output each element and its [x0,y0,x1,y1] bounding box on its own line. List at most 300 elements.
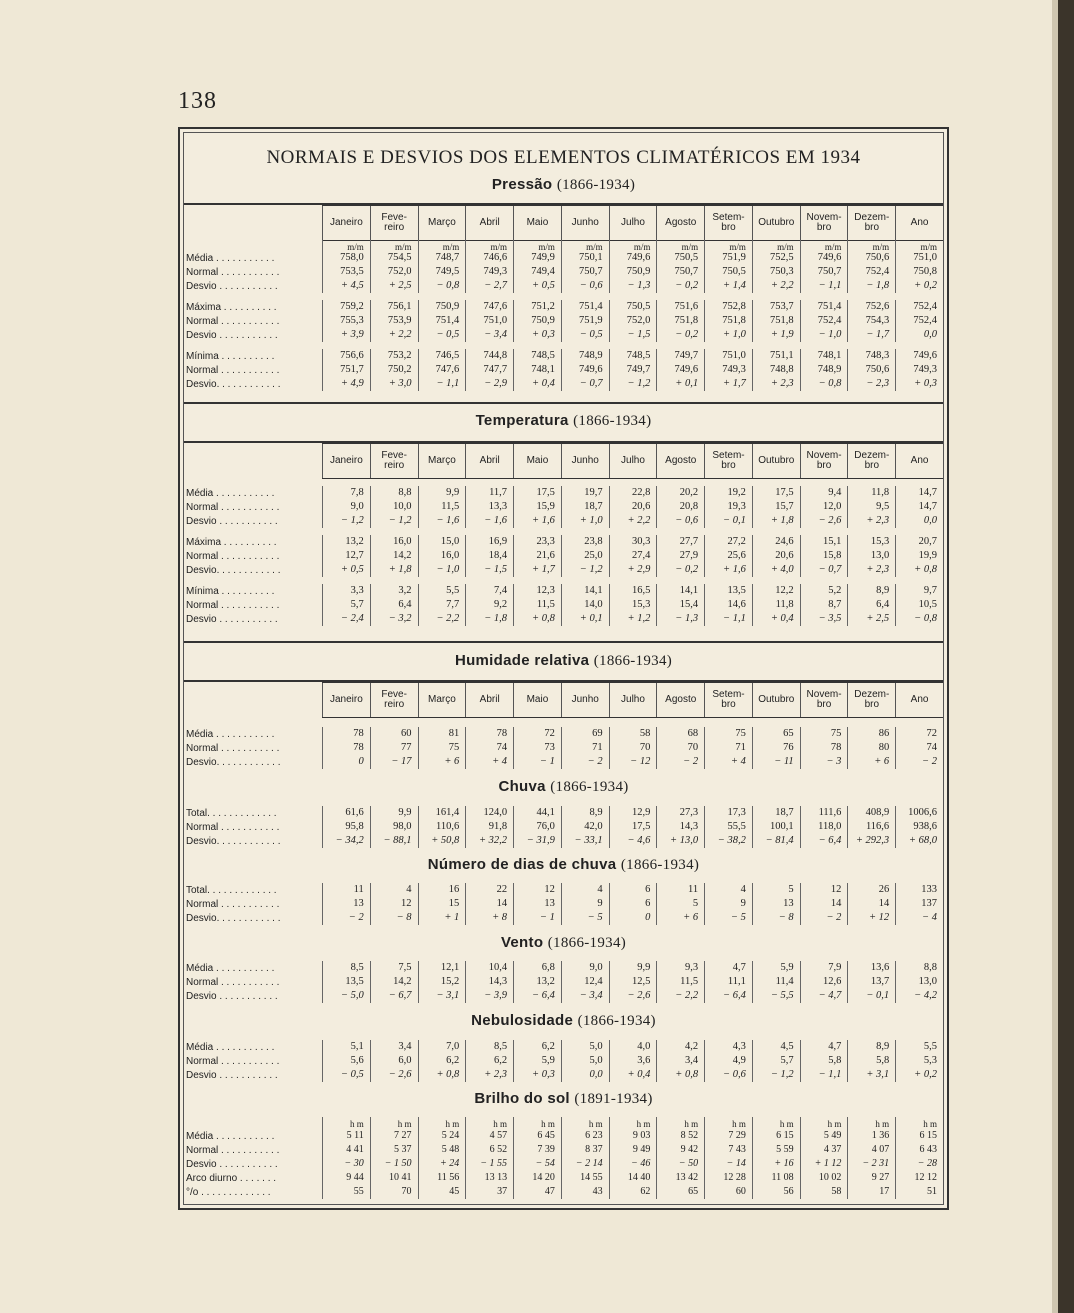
table-row [186,961,943,975]
table-cell: 9 [561,897,609,911]
table-cell: 7 29 [704,1129,752,1143]
table-cell: 14,6 [704,598,752,612]
table-cell: 4,3 [704,1040,752,1054]
table-row [186,314,943,328]
table-cell: 27,2 [704,535,752,549]
table-cell: 60 [370,727,418,741]
table-cell: 5,8 [847,1054,895,1068]
table-cell: 14,2 [370,975,418,989]
table-cell: 749,3 [895,363,943,377]
table-cell: 27,3 [656,806,704,820]
table-cell: + 0,5 [322,563,370,577]
table-cell: − 6,4 [704,989,752,1003]
table-cell: 3,6 [609,1054,657,1068]
table-cell: + 2,3 [847,514,895,528]
table-cell: − 2 [895,755,943,769]
table-cell: − 6,7 [370,989,418,1003]
row-label: Desvio. . . . . . . . . . . . [186,564,281,576]
table-cell: 74 [895,741,943,755]
column-header: Ano [895,206,943,240]
table-cell: − 1,1 [704,612,752,626]
table-cell: 14 20 [513,1171,561,1185]
table-cell: 750,7 [800,265,848,279]
table-cell: − 1,1 [418,377,466,391]
table-cell: 750,5 [656,251,704,265]
table-cell: 76 [752,741,800,755]
section-title-vento: Vento (1866-1934) [500,934,627,951]
table-row [186,535,943,549]
table-cell: + 2,5 [370,279,418,293]
table-cell: 752,0 [609,314,657,328]
table-cell: 110,6 [418,820,466,834]
column-header: Maio [513,206,561,240]
table-cell: 752,5 [752,251,800,265]
table-cell: + 4,0 [752,563,800,577]
table-cell: 27,9 [656,549,704,563]
rows-dias [186,883,943,925]
unit-cell: m/m [322,240,370,254]
rows-brilho [186,1129,943,1199]
table-row [186,806,943,820]
divider [184,402,943,404]
table-cell: 69 [561,727,609,741]
table-cell: 17,5 [609,820,657,834]
table-cell: 7,0 [418,1040,466,1054]
rows-pressao [186,251,943,391]
table-cell: 24,6 [752,535,800,549]
table-cell: + 0,8 [895,563,943,577]
table-cell: 3,2 [370,584,418,598]
table-cell: 4,2 [656,1040,704,1054]
table-cell: 98,0 [370,820,418,834]
column-header: Novem- bro [800,683,848,717]
table-cell: 756,6 [322,349,370,363]
table-cell: + 12 [847,911,895,925]
table-cell: + 1,8 [752,514,800,528]
table-cell: + 2,2 [609,514,657,528]
row-label: Desvio. . . . . . . . . . . . [186,835,281,847]
table-cell: 111,6 [800,806,848,820]
table-cell: 6 15 [895,1129,943,1143]
table-cell: − 2,6 [609,989,657,1003]
table-cell: − 0,2 [656,328,704,342]
table-cell: 0 [609,911,657,925]
divider [184,641,943,643]
unit-cell: m/m [656,240,704,254]
table-cell: 0,0 [895,514,943,528]
table-cell: + 16 [752,1157,800,1171]
table-cell: 11 [656,883,704,897]
row-label: Normal . . . . . . . . . . . [186,599,280,611]
table-row [186,300,943,314]
table-cell: 5,2 [800,584,848,598]
table-cell: 753,5 [322,265,370,279]
table-cell: 751,9 [561,314,609,328]
table-cell: 13,5 [322,975,370,989]
table-cell: 751,7 [322,363,370,377]
table-cell: 77 [370,741,418,755]
table-cell: 5 48 [418,1143,466,1157]
table-cell: + 0,1 [561,612,609,626]
table-cell: 751,0 [895,251,943,265]
table-cell: 18,7 [561,500,609,514]
table-cell: − 2 [561,755,609,769]
table-cell: − 6,4 [800,834,848,848]
table-cell: − 3,2 [370,612,418,626]
table-cell: 749,9 [513,251,561,265]
table-row [186,741,943,755]
header-humidade [322,682,943,718]
table-cell: 752,0 [370,265,418,279]
table-row [186,834,943,848]
table-cell: 9 03 [609,1129,657,1143]
table-cell: − 50 [656,1157,704,1171]
row-label: Desvio . . . . . . . . . . . [186,515,278,527]
table-cell: 750,9 [609,265,657,279]
table-cell: 18,7 [752,806,800,820]
row-label: Normal . . . . . . . . . . . [186,898,280,910]
table-cell: 8,9 [561,806,609,820]
table-cell: 8,8 [370,486,418,500]
table-cell: 25,6 [704,549,752,563]
table-cell: + 1,7 [513,563,561,577]
table-cell: 408,9 [847,806,895,820]
table-cell: 754,5 [370,251,418,265]
table-cell: − 2,2 [656,989,704,1003]
row-label: Normal . . . . . . . . . . . [186,976,280,988]
table-cell: 9 [704,897,752,911]
table-cell: − 8 [752,911,800,925]
table-cell: 11 56 [418,1171,466,1185]
table-cell: 27,7 [656,535,704,549]
table-cell: 26 [847,883,895,897]
table-cell: 5,0 [561,1054,609,1068]
column-header: Março [418,444,466,478]
table-cell: 746,5 [418,349,466,363]
table-cell: 21,6 [513,549,561,563]
row-label: Média . . . . . . . . . . . [186,1041,275,1053]
table-cell: − 2,3 [847,377,895,391]
table-cell: 750,7 [656,265,704,279]
table-cell: 749,6 [895,349,943,363]
table-cell: 749,6 [561,363,609,377]
table-cell: 137 [895,897,943,911]
table-cell: + 0,3 [895,377,943,391]
table-cell: 30,3 [609,535,657,549]
table-cell: 25,0 [561,549,609,563]
table-cell: 23,3 [513,535,561,549]
table-cell: 20,6 [609,500,657,514]
table-cell: + 2,5 [847,612,895,626]
row-label: °/o . . . . . . . . . . . . . [186,1186,271,1198]
column-header: Maio [513,444,561,478]
table-cell: 9,9 [370,806,418,820]
table-cell: + 1,9 [752,328,800,342]
table-row [186,500,943,514]
table-cell: 756,1 [370,300,418,314]
table-cell: 7,9 [800,961,848,975]
table-row [186,989,943,1003]
row-label: Total. . . . . . . . . . . . . [186,884,277,896]
table-cell: − 0,2 [656,279,704,293]
unit-cell: h m [561,1117,609,1131]
table-cell: − 4,7 [800,989,848,1003]
table-cell: + 32,2 [465,834,513,848]
table-cell: 72 [513,727,561,741]
table-cell: 749,4 [513,265,561,279]
table-cell: − 1,1 [800,1068,848,1082]
table-cell: − 1,5 [465,563,513,577]
column-header: Dezem- bro [847,206,895,240]
table-cell: − 81,4 [752,834,800,848]
table-cell: + 1,6 [513,514,561,528]
table-cell: 751,8 [752,314,800,328]
table-cell: 23,8 [561,535,609,549]
table-cell: 65 [752,727,800,741]
row-label: Desvio . . . . . . . . . . . [186,280,278,292]
table-cell: 14 55 [561,1171,609,1185]
table-cell: + 6 [418,755,466,769]
table-cell: 3,3 [322,584,370,598]
table-cell: 748,3 [847,349,895,363]
unit-cell: h m [752,1117,800,1131]
table-cell: 10,0 [370,500,418,514]
table-cell: 71 [704,741,752,755]
table-cell: + 4 [704,755,752,769]
table-cell: 13 [322,897,370,911]
table-cell: 753,2 [370,349,418,363]
table-row [186,755,943,769]
table-cell: 13,3 [465,500,513,514]
table-cell: 8,9 [847,584,895,598]
table-cell: 752,4 [847,265,895,279]
table-cell: − 1,7 [847,328,895,342]
table-cell: 5,1 [322,1040,370,1054]
page-number: 138 [178,88,217,114]
table-cell: 9,5 [847,500,895,514]
table-cell: 747,7 [465,363,513,377]
table-cell: 758,0 [322,251,370,265]
table-cell: 118,0 [800,820,848,834]
table-cell: + 0,3 [513,328,561,342]
table-cell: 4,9 [704,1054,752,1068]
table-cell: 750,6 [847,363,895,377]
column-header: Junho [561,683,609,717]
table-cell: 752,4 [895,314,943,328]
table-cell: 13,5 [704,584,752,598]
table-cell: − 0,1 [704,514,752,528]
table-cell: 753,9 [370,314,418,328]
column-header: Feve- reiro [370,683,418,717]
table-cell: − 1,3 [656,612,704,626]
table-cell: + 2,2 [370,328,418,342]
table-cell: 10,5 [895,598,943,612]
table-cell: 43 [561,1185,609,1199]
table-cell: − 54 [513,1157,561,1171]
table-cell: 19,9 [895,549,943,563]
table-cell: 750,3 [752,265,800,279]
table-cell: − 0,6 [704,1068,752,1082]
column-header: Janeiro [322,683,370,717]
table-cell: − 3,4 [561,989,609,1003]
unit-cell: m/m [752,240,800,254]
table-cell: 13,7 [847,975,895,989]
table-cell: 12,3 [513,584,561,598]
table-cell: 12,7 [322,549,370,563]
unit-cell: h m [513,1117,561,1131]
climate-table-frame [178,127,949,1210]
table-cell: 938,6 [895,820,943,834]
table-cell: 1006,6 [895,806,943,820]
row-label: Arco diurno . . . . . . . [186,1172,277,1184]
table-cell: − 2,6 [370,1068,418,1082]
table-cell: 5 [656,897,704,911]
table-cell: − 3,4 [465,328,513,342]
column-header: Julho [609,206,657,240]
table-cell: 13,6 [847,961,895,975]
table-cell: − 1,6 [465,514,513,528]
table-cell: 55 [322,1185,370,1199]
unit-cell: m/m [800,240,848,254]
table-cell: + 0,5 [513,279,561,293]
row-label: Normal . . . . . . . . . . . [186,821,280,833]
table-cell: 13 13 [465,1171,513,1185]
table-cell: 11,7 [465,486,513,500]
table-cell: 10,4 [465,961,513,975]
table-cell: + 0,2 [895,1068,943,1082]
table-row [186,727,943,741]
table-cell: − 3,1 [418,989,466,1003]
column-header: Março [418,206,466,240]
table-cell: 75 [800,727,848,741]
table-cell: 751,8 [704,314,752,328]
table-cell: 9 42 [656,1143,704,1157]
unit-cell: h m [800,1117,848,1131]
table-cell: 4,7 [800,1040,848,1054]
table-cell: − 12 [609,755,657,769]
table-cell: 22 [465,883,513,897]
table-cell: − 17 [370,755,418,769]
table-cell: 11 [322,883,370,897]
table-cell: 14 [465,897,513,911]
table-cell: 747,6 [465,300,513,314]
table-cell: + 24 [418,1157,466,1171]
table-cell: 14,0 [561,598,609,612]
table-cell: 19,2 [704,486,752,500]
table-cell: 6,2 [418,1054,466,1068]
table-cell: 124,0 [465,806,513,820]
column-header: Setem- bro [704,206,752,240]
table-cell: 8,9 [847,1040,895,1054]
table-cell: 16 [418,883,466,897]
table-cell: 751,6 [656,300,704,314]
table-cell: 751,1 [752,349,800,363]
table-cell: 9,4 [800,486,848,500]
row-label: Desvio . . . . . . . . . . . [186,613,278,625]
unit-cell: m/m [370,240,418,254]
table-cell: 749,3 [704,363,752,377]
table-cell: + 1,0 [704,328,752,342]
table-cell: 100,1 [752,820,800,834]
table-cell: − 0,8 [895,612,943,626]
column-header: Junho [561,206,609,240]
row-label: Normal . . . . . . . . . . . [186,315,280,327]
table-cell: − 1,2 [752,1068,800,1082]
row-label: Desvio . . . . . . . . . . . [186,1158,278,1170]
table-cell: 750,9 [513,314,561,328]
table-cell: 9,9 [418,486,466,500]
table-cell: 6,0 [370,1054,418,1068]
section-title-nebulosidade: Nebulosidade (1866-1934) [471,1012,656,1029]
table-cell: 51 [895,1185,943,1199]
table-cell: 72 [895,727,943,741]
unit-cell: h m [704,1117,752,1131]
table-cell: + 68,0 [895,834,943,848]
row-label: Desvio. . . . . . . . . . . . [186,756,281,768]
row-gap [186,293,943,300]
header-temperatura [322,443,943,479]
table-cell: 15,3 [847,535,895,549]
table-cell: 11,1 [704,975,752,989]
column-header: Outubro [752,683,800,717]
table-cell: 7,7 [418,598,466,612]
table-cell: 60 [704,1185,752,1199]
table-cell: 16,9 [465,535,513,549]
table-cell: 7,8 [322,486,370,500]
table-cell: 15,0 [418,535,466,549]
table-cell: − 2 31 [847,1157,895,1171]
row-label: Média . . . . . . . . . . . [186,252,275,264]
table-cell: 751,8 [656,314,704,328]
table-cell: 747,6 [418,363,466,377]
table-cell: 4 37 [800,1143,848,1157]
table-row [186,911,943,925]
table-cell: 19,7 [561,486,609,500]
table-cell: 116,6 [847,820,895,834]
table-row [186,1068,943,1082]
table-cell: − 3,9 [465,989,513,1003]
rows-vento [186,961,943,1003]
column-header: Feve- reiro [370,206,418,240]
table-cell: − 4,2 [895,989,943,1003]
column-header: Abril [465,444,513,478]
table-cell: − 3 [800,755,848,769]
table-cell: 44,1 [513,806,561,820]
table-cell: − 0,2 [656,563,704,577]
unit-cell: h m [418,1117,466,1131]
table-cell: 748,1 [513,363,561,377]
table-cell: − 0,5 [561,328,609,342]
table-cell: + 0,4 [609,1068,657,1082]
table-cell: 14,7 [895,500,943,514]
column-header: Março [418,683,466,717]
rows-humidade [186,727,943,769]
rows-nebulosidade [186,1040,943,1082]
table-cell: + 1 12 [800,1157,848,1171]
table-cell: 20,2 [656,486,704,500]
table-cell: 81 [418,727,466,741]
table-cell: − 0,5 [322,1068,370,1082]
table-cell: 8,7 [800,598,848,612]
table-cell: − 5 [561,911,609,925]
table-cell: 11,5 [418,500,466,514]
table-cell: 16,5 [609,584,657,598]
table-cell: 12 28 [704,1171,752,1185]
table-cell: 750,5 [609,300,657,314]
table-cell: 6 52 [465,1143,513,1157]
table-cell: − 1,8 [465,612,513,626]
table-cell: 75 [704,727,752,741]
